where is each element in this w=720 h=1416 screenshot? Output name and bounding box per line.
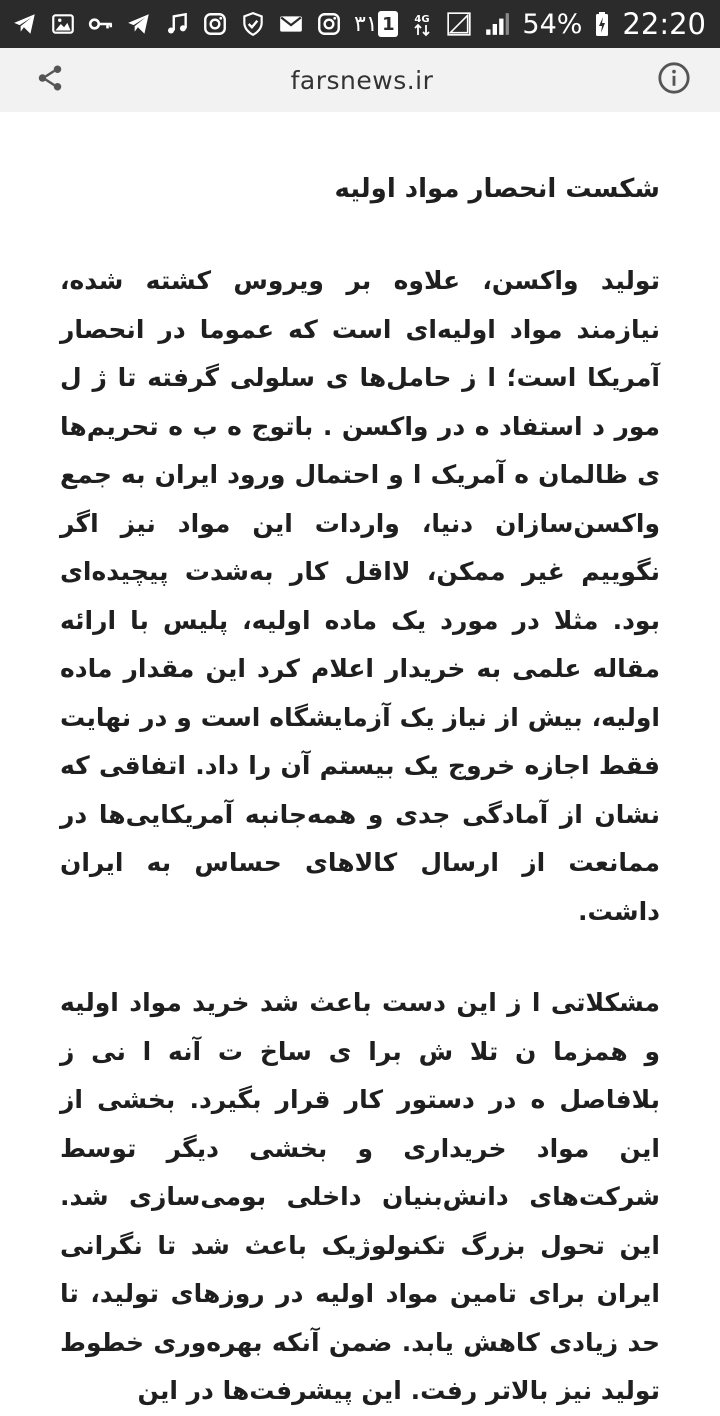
browser-toolbar <box>0 48 720 112</box>
share-button[interactable] <box>32 62 68 98</box>
url-text[interactable]: farsnews.ir <box>290 65 434 95</box>
telegram-icon <box>12 11 38 37</box>
signal-empty-icon <box>446 11 472 37</box>
battery-percent: 54% <box>522 8 583 40</box>
article-paragraph: تولید واکسن، علاوه بر ویروس کشته شده، نیازمند مواد اولیه‌ای است که عموما در انحصار آمریکا است؛ ا ز حامل‌ها ی سلولی گرفته تا ژ ل مور د استفاد ه در واکسن . باتوج ه ب ه تحریم‌ها ی ظالمان ه آمریک ا و احتمال ورود ایران به جمع واکسن‌سازان دنیا، واردات این مواد نیز اگر نگوییم غیر ممکن، لااقل کار به‌شدت پیچیده‌ای بود. مثلا در مورد یک ماده اولیه، پلیس با ارائه مقاله علمی به خریدار اعلام کرد این مقدار ماده اولیه، بیش از نیاز یک آزمایشگاه است و در نهایت فقط اجازه خروج یک بیستم آن را داد. اتفاقی که نشان از آمادگی جدی و همه‌جانبه آمریکایی‌ها در ممانعت از ارسال کالاهای حساس به ایران داشت. <box>60 266 660 926</box>
instagram-icon <box>202 11 228 37</box>
telegram-icon <box>126 11 152 37</box>
shield-check-icon <box>240 11 266 37</box>
network-4g-icon <box>410 11 434 37</box>
mail-icon <box>278 11 304 37</box>
system-indicators <box>378 7 706 41</box>
key-icon <box>88 11 114 37</box>
article-heading: شکست انحصار مواد اولیه <box>334 174 660 204</box>
instagram-icon <box>316 11 342 37</box>
share-icon <box>35 63 65 97</box>
article-paragraph: مشکلاتی ا ز این دست باعث شد خرید مواد اولیه و همزما ن تلا ش برا ی ساخ ت آنه ا نی ز بلافاصل ه در دستور کار قرار بگیرد. بخشی از این مواد خریداری و بخشی دیگر توسط شرکت‌های دانش‌بنیان داخلی بومی‌سازی شد. این تحول بزرگ تکنولوژیک باعث شد تا نگرانی ایران برای تامین مواد اولیه در روزهای تولید، تا حد زیادی کاهش یابد. ضمن آنکه بهره‌وری خطوط تولید نیز بالاتر رفت. این پیشرفت‌ها در این <box>60 988 660 1405</box>
gallery-icon <box>50 11 76 37</box>
info-icon <box>657 61 691 99</box>
status-bar <box>0 0 720 48</box>
signal-bars-icon <box>484 11 510 37</box>
notification-area <box>12 11 378 37</box>
music-icon <box>164 11 190 37</box>
info-button[interactable] <box>656 62 692 98</box>
battery-charging-icon <box>594 11 610 37</box>
article-body <box>0 112 720 1416</box>
sim-indicator: 1 <box>378 11 398 37</box>
clock: 22:20 <box>622 7 706 41</box>
network-label: 4G <box>414 14 430 25</box>
notification-count: ۳۱ <box>354 11 378 37</box>
